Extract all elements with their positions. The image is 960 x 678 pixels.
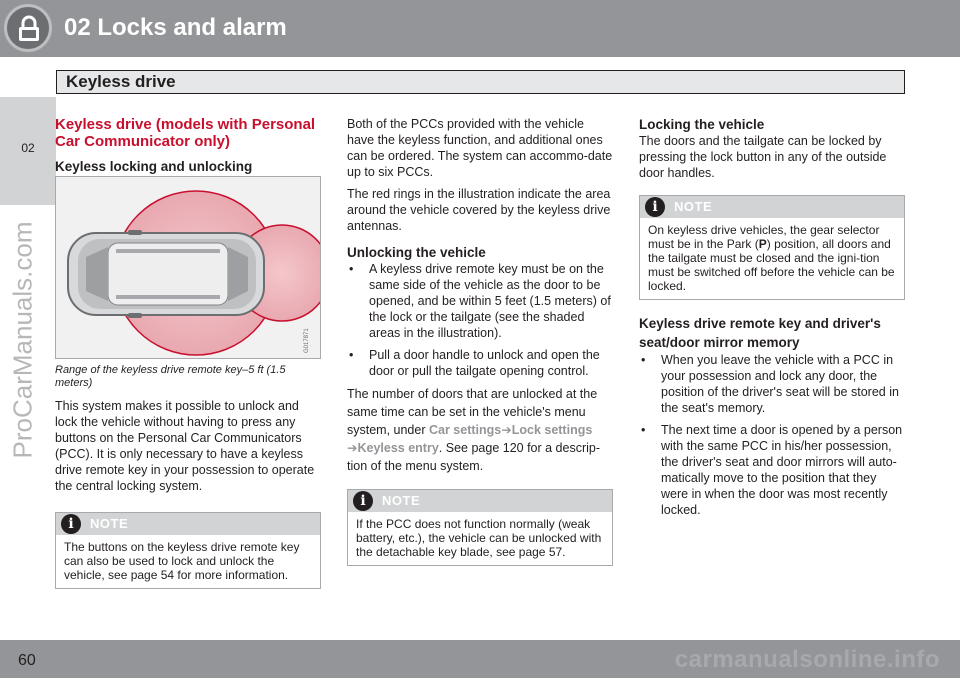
col2-paragraph-1: Both of the PCCs provided with the vehicle have the keyless function, and additional ones can be ordered. The system can accommo-date up to six PCCs. xyxy=(347,117,613,179)
list-item xyxy=(639,352,905,416)
note-text xyxy=(640,218,904,299)
main-heading: Keyless drive (models with Personal Car Communicator only) xyxy=(55,116,316,150)
note-text: The buttons on the keyless drive remote key can also be used to lock and unlock the vehicle, see page 54 for more information. xyxy=(64,540,300,582)
menu-car-settings: Car settings xyxy=(428,423,502,437)
column-1-lower xyxy=(55,364,321,589)
subheading-locking: Locking the vehicle xyxy=(639,117,765,132)
bullet-text: Pull a door handle to unlock and open the door or pull the tailgate opening control. xyxy=(369,348,600,378)
column-1 xyxy=(55,116,321,175)
col3-paragraph-1: The doors and the tailgate can be locked by pressing the lock button in any of the outside door handles. xyxy=(639,134,887,180)
info-icon: i xyxy=(353,491,373,511)
subheading-seat-memory: Keyless drive remote key and driver's seat/door mirror memory xyxy=(639,316,881,350)
section-title: Keyless drive xyxy=(66,72,176,91)
note-text-b: ) position, all doors and the tailgate must be closed and the igni-tion must be switched off before the vehicle can be locked. xyxy=(648,237,895,293)
note-box-pcc xyxy=(347,489,613,566)
note-text: If the PCC does not function normally (weak battery, etc.), the vehicle can be unlocked with the detachable key blade, see page 57. xyxy=(356,517,602,559)
info-icon: i xyxy=(61,514,81,534)
subheading-keyless-locking: Keyless locking and unlocking xyxy=(55,159,253,174)
subheading-unlocking: Unlocking the vehicle xyxy=(347,245,486,260)
note-header xyxy=(348,490,612,512)
note-header xyxy=(56,513,320,535)
figure-code: G017871 xyxy=(304,328,310,353)
col2-paragraph-2: The red rings in the illustration indicate the area around the vehicle covered by the keyless drive antennas. xyxy=(347,187,611,233)
keyless-range-illustration xyxy=(55,176,321,359)
figure-caption: Range of the keyless drive remote key–5 ft (1.5 meters) xyxy=(55,364,286,389)
bullet-text: The next time a door is opened by a person with the same PCC in his/her possession, the driver's seat and door mirrors will auto-matically move to the position that they were in when the door was most recently locked. xyxy=(661,423,903,517)
col1-body: This system makes it possible to unlock and lock the vehicle without having to press any buttons on the Personal Car Communicators (PCC). It is only necessary to have a keyless drive remote key in your possession to operate the central locking system. xyxy=(55,399,315,493)
car-top-view-icon xyxy=(56,177,321,359)
menu-keyless-entry: Keyless entry xyxy=(357,441,439,455)
p3-end: . See page 120 for a descrip-tion of the menu system. xyxy=(347,441,601,473)
chapter-side-tab xyxy=(0,97,56,205)
lock-icon xyxy=(4,4,52,52)
note-title: NOTE xyxy=(382,493,421,508)
col2-paragraph-3 xyxy=(347,385,613,475)
side-watermark-text: ProCarManuals.com xyxy=(7,221,38,459)
side-watermark xyxy=(6,190,40,490)
note-title: NOTE xyxy=(674,199,713,214)
menu-lock-settings: Lock settings xyxy=(511,423,593,437)
arrow-icon: ➔ xyxy=(501,423,512,437)
bullet-text: When you leave the vehicle with a PCC in your possession and lock any door, the position of the driver's seat will be stored in the seat's memory. xyxy=(661,353,899,415)
bullet-icon: • xyxy=(641,423,646,437)
arrow-icon: ➔ xyxy=(347,441,358,455)
list-item xyxy=(347,347,613,379)
page-footer xyxy=(0,640,960,678)
note-text-a: On keyless drive vehicles, the gear selector must be in the Park ( xyxy=(648,223,880,251)
info-icon: i xyxy=(645,197,665,217)
bullet-icon: • xyxy=(349,348,354,362)
p3-start: The number of doors that are unlocked at the same time can be set in the vehicle's menu system, under xyxy=(347,387,598,437)
bullet-icon: • xyxy=(349,262,354,276)
section-bar xyxy=(56,70,905,94)
side-tab-label: 02 xyxy=(21,141,35,155)
note-box-gear-selector xyxy=(639,195,905,300)
note-title: NOTE xyxy=(90,516,129,531)
note-box-remote-buttons xyxy=(55,512,321,589)
column-2 xyxy=(347,116,613,566)
page-number: 60 xyxy=(18,652,36,669)
footer-watermark: carmanualsonline.info xyxy=(674,646,940,673)
note-header xyxy=(640,196,904,218)
column-3 xyxy=(639,116,905,518)
bullet-icon: • xyxy=(641,353,646,367)
chapter-title: 02 Locks and alarm xyxy=(64,14,287,41)
note-text-p: P xyxy=(758,237,767,251)
chapter-header xyxy=(0,0,960,57)
bullet-text: A keyless drive remote key must be on the same side of the vehicle as the door to be opened, and be within 5 feet (1.5 meters) of the lock or the tailgate (see the shaded areas in the illustration). xyxy=(369,262,611,340)
list-item xyxy=(639,422,905,518)
list-item xyxy=(347,261,613,341)
